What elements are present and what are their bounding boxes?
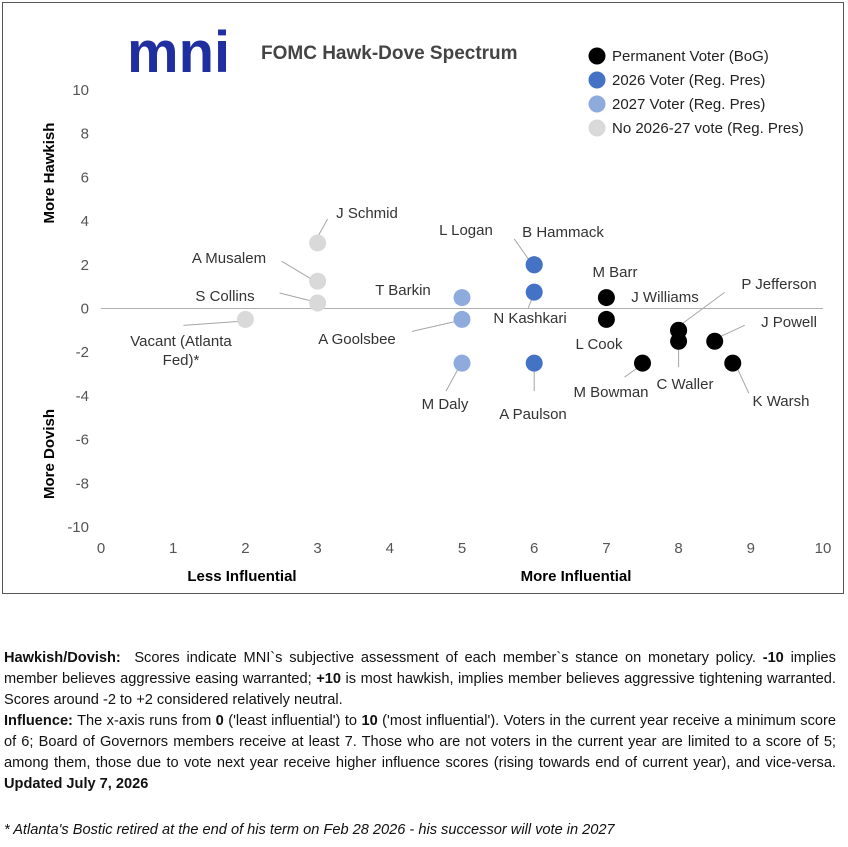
data-point xyxy=(309,234,326,251)
data-point xyxy=(634,355,651,372)
leader-line xyxy=(412,321,456,331)
point-label: L Logan xyxy=(439,222,493,239)
y-tick-label: 0 xyxy=(80,300,89,318)
leader-line xyxy=(280,293,312,301)
y-tick-label: -6 xyxy=(75,431,89,449)
chart-title: FOMC Hawk-Dove Spectrum xyxy=(261,43,518,64)
legend-entry: 2026 Voter (Reg. Pres) xyxy=(612,72,766,89)
point-label: L Cook xyxy=(575,336,623,353)
hawk-dove-text-1: Scores indicate MNI`s subjective assessment of each member`s stance on monetary policy. xyxy=(134,650,756,666)
point-label: M Barr xyxy=(592,264,638,281)
influence-text-3: ('most influential'). Voters in the current year receive a minimum score of 6; Board of Governors members receive at least 7. Those who are not voters in the current year are limited to a score of 5; among them, those due to vote next year receive higher influence scores (rising towards end of current year), and vice-versa. xyxy=(4,713,836,771)
leader-line xyxy=(446,369,458,391)
y-tick-label: 4 xyxy=(80,213,89,231)
y-tick-label: 8 xyxy=(80,125,89,143)
hawk-dove-text-2: implies member believes aggressive easing warranted; xyxy=(4,650,836,687)
data-point xyxy=(454,289,471,306)
y-tick-label: 2 xyxy=(80,256,89,274)
point-label: A Goolsbee xyxy=(318,331,396,348)
mni-logo: mni xyxy=(127,20,231,85)
y-label-bottom: More Dovish xyxy=(41,408,58,500)
x-tick-label: 1 xyxy=(169,540,178,557)
x-label-left: Less Influential xyxy=(187,568,297,585)
x-label-right: More Influential xyxy=(520,568,632,585)
x-tick-label: 4 xyxy=(385,540,394,557)
x-tick-label: 9 xyxy=(746,540,755,557)
scatter-chart xyxy=(3,3,843,593)
data-point xyxy=(526,284,543,301)
x-tick-label: 8 xyxy=(674,540,683,557)
data-point xyxy=(724,355,741,372)
updated-date: Updated July 7, 2026 xyxy=(4,776,149,792)
point-label: T Barkin xyxy=(375,282,431,299)
leader-line xyxy=(183,321,239,325)
y-tick-label: -10 xyxy=(67,519,89,536)
plus-ten: +10 xyxy=(316,671,341,687)
hawk-dove-label: Hawkish/Dovish: xyxy=(4,650,121,666)
point-label: A Paulson xyxy=(499,406,567,423)
leader-line xyxy=(282,261,312,279)
influence-text-1: The x-axis runs from xyxy=(77,713,212,729)
y-tick-label: -2 xyxy=(75,344,89,362)
footnote: * Atlanta's Bostic retired at the end of his term on Feb 28 2026 - his successor will vote in 2027 xyxy=(4,822,615,838)
y-tick-label: 10 xyxy=(72,82,89,99)
y-label-top: More Hawkish xyxy=(41,122,58,224)
leader-line xyxy=(719,325,745,337)
hawk-dove-text-3: is most hawkish, implies member believes aggressive tightening warranted. Scores around -2 to +2 considered relatively neutral. xyxy=(4,671,836,708)
x-tick-label: 7 xyxy=(602,540,611,557)
legend-entry: Permanent Voter (BoG) xyxy=(612,48,769,65)
y-tick-label: 6 xyxy=(80,169,89,187)
data-point xyxy=(598,289,615,306)
data-point xyxy=(454,311,471,328)
data-point xyxy=(237,311,254,328)
point-label: M Daly xyxy=(421,396,469,413)
x-tick-label: 3 xyxy=(313,540,322,557)
data-point xyxy=(670,322,687,339)
x-tick-label: 10 xyxy=(814,540,832,557)
x-tick-label: 6 xyxy=(530,540,539,557)
data-point xyxy=(598,311,615,328)
data-point xyxy=(454,355,471,372)
x-tick-label: 2 xyxy=(241,540,250,557)
legend-entry: 2027 Voter (Reg. Pres) xyxy=(612,96,766,113)
point-label: N Kashkari xyxy=(493,310,567,327)
y-tick-label: -8 xyxy=(75,475,89,493)
point-label: J Powell xyxy=(761,314,817,331)
leader-line xyxy=(318,219,328,237)
leader-line xyxy=(514,239,528,259)
leader-line xyxy=(737,367,749,393)
point-label: C Waller xyxy=(656,376,714,393)
point-label: M Bowman xyxy=(573,384,649,401)
data-point xyxy=(706,333,723,350)
point-label: Vacant (Atlanta Fed)* xyxy=(130,333,232,369)
ten-value: 10 xyxy=(361,713,378,729)
influence-label: Influence: xyxy=(4,713,73,729)
point-label: A Musalem xyxy=(191,250,267,267)
data-point xyxy=(309,273,326,290)
data-point xyxy=(526,355,543,372)
x-tick-label: 0 xyxy=(96,540,106,557)
point-label: J Williams xyxy=(631,289,699,306)
chart-frame xyxy=(2,2,844,594)
point-label: P Jefferson xyxy=(741,276,817,293)
data-point xyxy=(309,295,326,312)
zero-value: 0 xyxy=(215,713,224,729)
legend-entry: No 2026-27 vote (Reg. Pres) xyxy=(612,120,804,137)
point-label: S Collins xyxy=(195,288,255,305)
point-label: J Schmid xyxy=(336,205,398,222)
x-tick-label: 5 xyxy=(457,540,467,557)
legend-marker xyxy=(589,72,606,89)
legend-marker xyxy=(589,96,606,113)
legend-marker xyxy=(589,48,606,65)
point-label: K Warsh xyxy=(752,393,810,410)
influence-text-2: ('least influential') to xyxy=(228,713,358,729)
data-point xyxy=(526,256,543,273)
y-tick-label: -4 xyxy=(75,387,89,405)
legend xyxy=(589,48,804,138)
minus-ten: -10 xyxy=(762,650,784,666)
notes xyxy=(4,648,836,795)
legend-marker xyxy=(589,120,606,137)
point-label: B Hammack xyxy=(522,224,604,241)
